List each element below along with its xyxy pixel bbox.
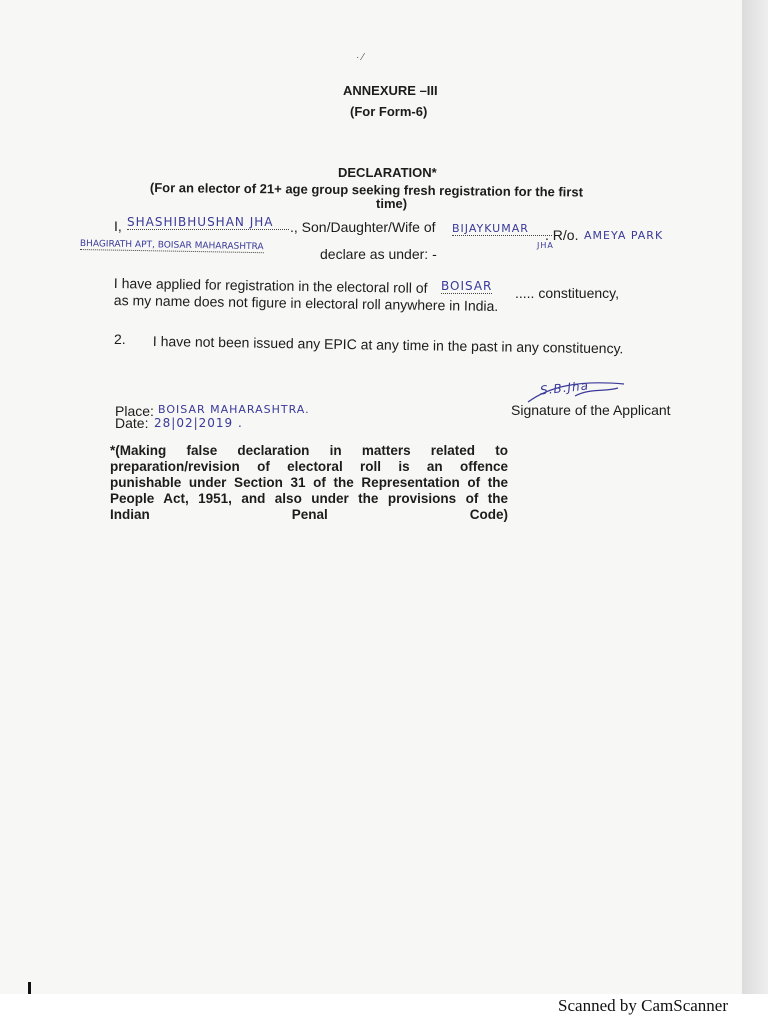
annexure-heading: ANNEXURE –III (343, 83, 438, 98)
point1-line1-prefix: I have applied for registration in the electoral roll of (113, 275, 428, 296)
address-line2-handwritten: BHAGIRATH APT, BOISAR MAHARASHTRA (79, 239, 264, 253)
parent-name-handwritten: BIJAYKUMAR (452, 222, 552, 236)
place-value-handwritten: BOISAR MAHARASHTRA. (158, 403, 310, 416)
form-subheading: (For Form-6) (350, 104, 428, 119)
declarant-prefix: I, (114, 218, 122, 234)
scan-specks: · ⁄ (356, 52, 364, 63)
legal-note-line: People Act, 1951, and also under the provisions of the (110, 491, 508, 506)
declaration-subtitle-line2: time) (376, 196, 408, 211)
date-label: Date: (115, 415, 149, 431)
legal-note-line: Indian Penal Code) (110, 507, 508, 522)
legal-note-line: *(Making false declaration in matters related to (110, 443, 508, 458)
legal-note-line: punishable under Section 31 of the Representation of the (110, 475, 508, 490)
constituency-handwritten: BOISAR (441, 279, 493, 293)
page-shadow-edge (742, 0, 768, 994)
date-value-handwritten: 28|02|2019 . (154, 416, 243, 430)
declare-suffix: declare as under: - (320, 246, 437, 262)
declarant-relation-text: ., Son/Daughter/Wife of (290, 219, 436, 235)
address-line1-handwritten: AMEYA PARK (584, 229, 664, 242)
point1-line2: as my name does not figure in electoral roll anywhere in India. (113, 292, 499, 315)
scan-mark (28, 982, 31, 994)
legal-note (110, 443, 508, 523)
point1-line1-suffix: ..... constituency, (515, 285, 620, 301)
signature-label: Signature of the Applicant (511, 402, 671, 418)
parent-surname-handwritten: JHA (537, 241, 554, 250)
residence-prefix: . R/o. (545, 227, 579, 243)
point2-number: 2. (114, 331, 126, 347)
declaration-title: DECLARATION* (338, 165, 437, 180)
place-label: Place: (115, 403, 154, 419)
legal-note-line: preparation/revision of electoral roll is an offence (110, 459, 508, 474)
camscanner-watermark: Scanned by CamScanner (558, 996, 728, 1015)
point2-text: I have not been issued any EPIC at any time in the past in any constituency. (152, 333, 624, 357)
declarant-name-handwritten: SHASHIBHUSHAN JHA (127, 215, 289, 230)
signature-handwritten: S.B.Jha (539, 378, 590, 398)
declaration-subtitle-line1: (For an elector of 21+ age group seeking fresh registration for the first (149, 180, 584, 200)
